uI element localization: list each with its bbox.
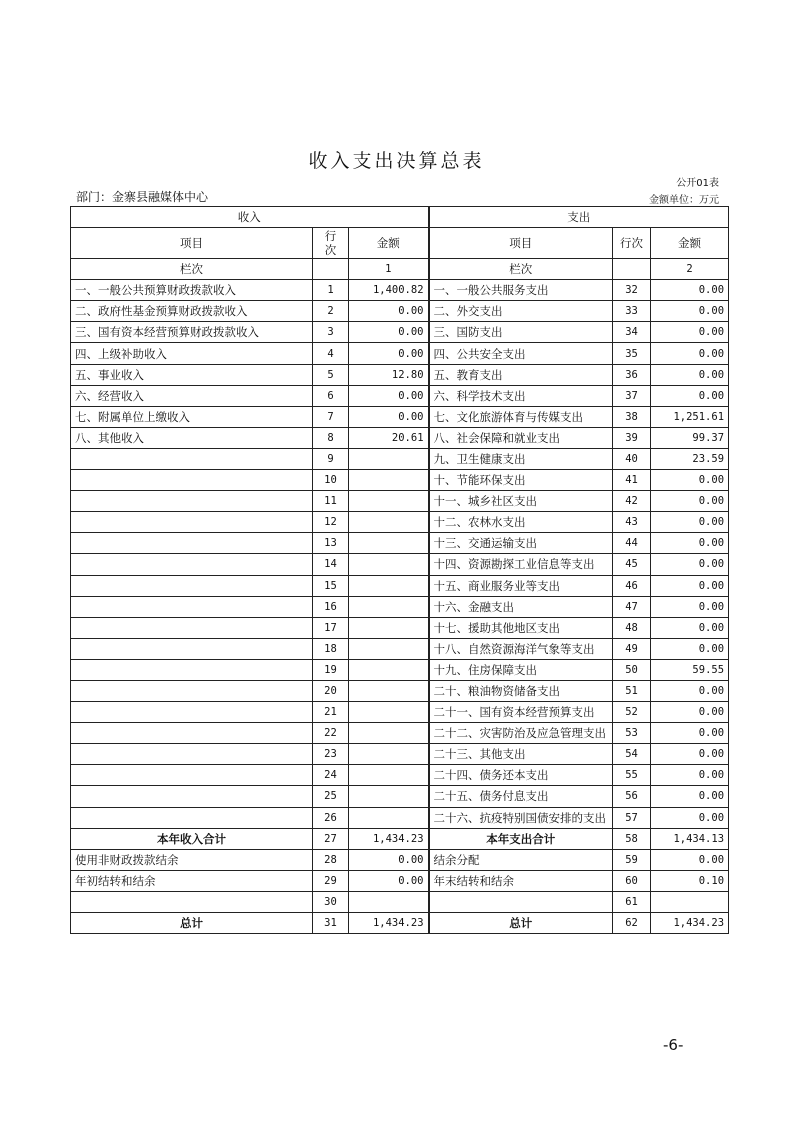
income-item <box>71 786 313 807</box>
income-row-number: 3 <box>313 322 349 343</box>
page-number: -6- <box>663 1036 684 1054</box>
expense-amount: 0.00 <box>651 638 729 659</box>
table-row <box>71 575 729 596</box>
expense-row-number: 48 <box>613 617 651 638</box>
income-item <box>71 744 313 765</box>
table-row <box>71 301 729 322</box>
income-item <box>71 533 313 554</box>
income-amount <box>349 659 429 680</box>
income-row-number: 31 <box>313 913 349 934</box>
expense-item: 十四、资源勘探工业信息等支出 <box>429 554 613 575</box>
income-row-number: 4 <box>313 343 349 364</box>
income-row-number: 30 <box>313 891 349 912</box>
income-row-number: 22 <box>313 723 349 744</box>
income-row-number: 5 <box>313 364 349 385</box>
table-row <box>71 470 729 491</box>
income-amount: 0.00 <box>349 301 429 322</box>
expense-row-number: 51 <box>613 680 651 701</box>
income-column-number: 1 <box>349 259 429 280</box>
income-item <box>71 702 313 723</box>
expense-amount: 99.37 <box>651 427 729 448</box>
expense-item: 十五、商业服务业等支出 <box>429 575 613 596</box>
income-amount <box>349 596 429 617</box>
income-row-number: 15 <box>313 575 349 596</box>
expense-item: 二十六、抗疫特别国债安排的支出 <box>429 807 613 828</box>
income-row-number: 20 <box>313 680 349 701</box>
table-row <box>71 512 729 533</box>
table-row <box>71 702 729 723</box>
expense-item: 十、节能环保支出 <box>429 470 613 491</box>
table-row <box>71 913 729 934</box>
income-amount-header: 金额 <box>349 228 429 259</box>
income-row-number: 26 <box>313 807 349 828</box>
expense-row-no-header: 行次 <box>613 228 651 259</box>
expense-row-number: 62 <box>613 913 651 934</box>
expense-row-number: 35 <box>613 343 651 364</box>
expense-item: 结余分配 <box>429 849 613 870</box>
expense-item: 二十五、债务付息支出 <box>429 786 613 807</box>
form-number: 公开01表 <box>676 178 719 189</box>
expense-item: 十九、住房保障支出 <box>429 659 613 680</box>
income-item: 七、附属单位上缴收入 <box>71 406 313 427</box>
income-item <box>71 554 313 575</box>
income-item <box>71 575 313 596</box>
expense-item: 八、社会保障和就业支出 <box>429 427 613 448</box>
income-item <box>71 659 313 680</box>
expense-row-number: 46 <box>613 575 651 596</box>
expense-item: 九、卫生健康支出 <box>429 448 613 469</box>
income-row-number: 8 <box>313 427 349 448</box>
income-item: 五、事业收入 <box>71 364 313 385</box>
income-item <box>71 680 313 701</box>
expense-amount: 0.00 <box>651 680 729 701</box>
budget-table <box>70 206 729 934</box>
income-amount <box>349 512 429 533</box>
table-row <box>71 596 729 617</box>
expense-row-number: 55 <box>613 765 651 786</box>
expense-item: 年末结转和结余 <box>429 870 613 891</box>
income-amount <box>349 575 429 596</box>
income-row-no-header <box>313 228 349 259</box>
expense-item: 二十二、灾害防治及应急管理支出 <box>429 723 613 744</box>
table-row <box>71 343 729 364</box>
expense-row-number: 43 <box>613 512 651 533</box>
income-amount: 0.00 <box>349 385 429 406</box>
expense-column-number: 2 <box>651 259 729 280</box>
expense-item: 十七、援助其他地区支出 <box>429 617 613 638</box>
expense-amount: 0.00 <box>651 807 729 828</box>
income-item: 使用非财政拨款结余 <box>71 849 313 870</box>
income-row-number: 16 <box>313 596 349 617</box>
income-amount: 12.80 <box>349 364 429 385</box>
table-row <box>71 659 729 680</box>
table-row <box>71 765 729 786</box>
table-row <box>71 280 729 301</box>
expense-amount: 1,251.61 <box>651 406 729 427</box>
income-row-number: 1 <box>313 280 349 301</box>
page-title: 收入支出决算总表 <box>308 150 485 172</box>
expense-item: 三、国防支出 <box>429 322 613 343</box>
table-row <box>71 554 729 575</box>
table-row <box>71 849 729 870</box>
income-row-number: 2 <box>313 301 349 322</box>
income-row-number: 28 <box>313 849 349 870</box>
expense-row-number: 56 <box>613 786 651 807</box>
expense-item: 七、文化旅游体育与传媒支出 <box>429 406 613 427</box>
expense-row-number: 32 <box>613 280 651 301</box>
expense-item: 二十一、国有资本经营预算支出 <box>429 702 613 723</box>
expense-amount: 59.55 <box>651 659 729 680</box>
income-item <box>71 512 313 533</box>
table-row <box>71 533 729 554</box>
expense-row-number: 44 <box>613 533 651 554</box>
expense-amount: 0.00 <box>651 322 729 343</box>
table-row <box>71 322 729 343</box>
expense-item: 二、外交支出 <box>429 301 613 322</box>
expense-amount: 0.00 <box>651 512 729 533</box>
expense-item: 四、公共安全支出 <box>429 343 613 364</box>
expense-amount: 0.00 <box>651 617 729 638</box>
income-item: 本年收入合计 <box>71 828 313 849</box>
income-row-number: 17 <box>313 617 349 638</box>
expense-amount <box>651 891 729 912</box>
income-row-number: 7 <box>313 406 349 427</box>
income-header: 收入 <box>71 207 429 228</box>
expense-item: 十八、自然资源海洋气象等支出 <box>429 638 613 659</box>
income-item: 八、其他收入 <box>71 427 313 448</box>
expense-amount: 1,434.23 <box>651 913 729 934</box>
income-column-label: 栏次 <box>71 259 313 280</box>
income-row-number: 23 <box>313 744 349 765</box>
income-amount <box>349 765 429 786</box>
table-row <box>71 891 729 912</box>
table-row <box>71 491 729 512</box>
income-item <box>71 638 313 659</box>
income-amount: 0.00 <box>349 406 429 427</box>
expense-amount: 0.00 <box>651 702 729 723</box>
income-row-number: 9 <box>313 448 349 469</box>
income-row-number: 18 <box>313 638 349 659</box>
expense-row-number: 47 <box>613 596 651 617</box>
expense-item: 十二、农林水支出 <box>429 512 613 533</box>
expense-header: 支出 <box>429 207 729 228</box>
income-amount <box>349 448 429 469</box>
expense-amount: 0.00 <box>651 723 729 744</box>
department-label: 部门：金寨县融媒体中心 <box>76 190 209 204</box>
expense-item: 一、一般公共服务支出 <box>429 280 613 301</box>
income-item <box>71 723 313 744</box>
income-item <box>71 765 313 786</box>
expense-row-number: 58 <box>613 828 651 849</box>
expense-amount: 0.00 <box>651 786 729 807</box>
expense-row-number: 53 <box>613 723 651 744</box>
income-item <box>71 448 313 469</box>
income-amount: 1,434.23 <box>349 828 429 849</box>
expense-amount: 0.00 <box>651 744 729 765</box>
income-row-number: 29 <box>313 870 349 891</box>
expense-row-number: 61 <box>613 891 651 912</box>
table-row <box>71 680 729 701</box>
income-row-number: 11 <box>313 491 349 512</box>
expense-amount: 0.00 <box>651 364 729 385</box>
expense-item: 二十、粮油物资储备支出 <box>429 680 613 701</box>
expense-item: 十三、交通运输支出 <box>429 533 613 554</box>
income-amount <box>349 680 429 701</box>
expense-row-number: 40 <box>613 448 651 469</box>
income-row-number: 6 <box>313 385 349 406</box>
expense-amount: 0.00 <box>651 849 729 870</box>
income-row-number: 24 <box>313 765 349 786</box>
expense-amount: 0.00 <box>651 301 729 322</box>
expense-amount: 0.00 <box>651 280 729 301</box>
expense-row-number: 34 <box>613 322 651 343</box>
income-item: 六、经营收入 <box>71 385 313 406</box>
income-amount: 1,434.23 <box>349 913 429 934</box>
expense-amount: 0.00 <box>651 765 729 786</box>
income-item <box>71 596 313 617</box>
table-row <box>71 870 729 891</box>
expense-amount: 0.00 <box>651 554 729 575</box>
expense-amount: 0.00 <box>651 533 729 554</box>
table-row <box>71 723 729 744</box>
income-item: 三、国有资本经营预算财政拨款收入 <box>71 322 313 343</box>
expense-amount: 0.00 <box>651 491 729 512</box>
income-item: 总计 <box>71 913 313 934</box>
expense-row-number: 60 <box>613 870 651 891</box>
income-amount <box>349 702 429 723</box>
amount-unit: 金额单位：万元 <box>649 195 719 206</box>
table-row <box>71 406 729 427</box>
income-item <box>71 617 313 638</box>
income-item: 一、一般公共预算财政拨款收入 <box>71 280 313 301</box>
table-row <box>71 617 729 638</box>
income-amount <box>349 617 429 638</box>
income-amount <box>349 786 429 807</box>
income-item: 二、政府性基金预算财政拨款收入 <box>71 301 313 322</box>
income-item: 年初结转和结余 <box>71 870 313 891</box>
expense-row-number: 42 <box>613 491 651 512</box>
expense-item: 十六、金融支出 <box>429 596 613 617</box>
income-amount: 0.00 <box>349 870 429 891</box>
income-amount: 1,400.82 <box>349 280 429 301</box>
income-row-number: 21 <box>313 702 349 723</box>
expense-row-number: 37 <box>613 385 651 406</box>
income-amount: 0.00 <box>349 322 429 343</box>
income-amount <box>349 491 429 512</box>
expense-amount: 0.00 <box>651 470 729 491</box>
expense-item: 六、科学技术支出 <box>429 385 613 406</box>
expense-item-header: 项目 <box>429 228 613 259</box>
income-row-number: 25 <box>313 786 349 807</box>
expense-item: 总计 <box>429 913 613 934</box>
income-amount <box>349 807 429 828</box>
table-row <box>71 807 729 828</box>
income-row-number: 14 <box>313 554 349 575</box>
income-amount <box>349 533 429 554</box>
expense-row-number: 41 <box>613 470 651 491</box>
income-amount: 20.61 <box>349 427 429 448</box>
row-no-header-line1: 行 <box>324 229 337 244</box>
income-amount <box>349 638 429 659</box>
expense-amount: 23.59 <box>651 448 729 469</box>
expense-item: 二十三、其他支出 <box>429 744 613 765</box>
expense-item: 十一、城乡社区支出 <box>429 491 613 512</box>
income-row-number: 19 <box>313 659 349 680</box>
income-amount: 0.00 <box>349 849 429 870</box>
expense-row-number: 33 <box>613 301 651 322</box>
expense-amount: 0.10 <box>651 870 729 891</box>
expense-amount: 1,434.13 <box>651 828 729 849</box>
income-amount <box>349 470 429 491</box>
expense-row-number: 59 <box>613 849 651 870</box>
empty-cell <box>313 259 349 280</box>
expense-row-number: 38 <box>613 406 651 427</box>
income-amount <box>349 723 429 744</box>
income-item-header: 项目 <box>71 228 313 259</box>
expense-item: 二十四、债务还本支出 <box>429 765 613 786</box>
empty-cell <box>613 259 651 280</box>
income-row-number: 27 <box>313 828 349 849</box>
table-row <box>71 448 729 469</box>
table-row <box>71 364 729 385</box>
expense-row-number: 50 <box>613 659 651 680</box>
expense-row-number: 57 <box>613 807 651 828</box>
income-item <box>71 491 313 512</box>
income-row-number: 10 <box>313 470 349 491</box>
expense-item: 五、教育支出 <box>429 364 613 385</box>
expense-amount-header: 金额 <box>651 228 729 259</box>
expense-item: 本年支出合计 <box>429 828 613 849</box>
income-amount <box>349 744 429 765</box>
expense-row-number: 54 <box>613 744 651 765</box>
expense-row-number: 49 <box>613 638 651 659</box>
expense-column-label: 栏次 <box>429 259 613 280</box>
income-item <box>71 807 313 828</box>
income-amount: 0.00 <box>349 343 429 364</box>
table-row <box>71 744 729 765</box>
expense-amount: 0.00 <box>651 385 729 406</box>
table-row <box>71 385 729 406</box>
income-item <box>71 891 313 912</box>
expense-row-number: 52 <box>613 702 651 723</box>
table-row <box>71 786 729 807</box>
table-row <box>71 427 729 448</box>
income-item: 四、上级补助收入 <box>71 343 313 364</box>
table-row <box>71 828 729 849</box>
expense-item <box>429 891 613 912</box>
expense-row-number: 36 <box>613 364 651 385</box>
expense-amount: 0.00 <box>651 343 729 364</box>
income-item <box>71 470 313 491</box>
income-row-number: 13 <box>313 533 349 554</box>
income-amount <box>349 891 429 912</box>
row-no-header-line2: 次 <box>324 243 337 258</box>
expense-amount: 0.00 <box>651 575 729 596</box>
expense-amount: 0.00 <box>651 596 729 617</box>
expense-row-number: 45 <box>613 554 651 575</box>
income-row-number: 12 <box>313 512 349 533</box>
table-row <box>71 638 729 659</box>
income-amount <box>349 554 429 575</box>
expense-row-number: 39 <box>613 427 651 448</box>
